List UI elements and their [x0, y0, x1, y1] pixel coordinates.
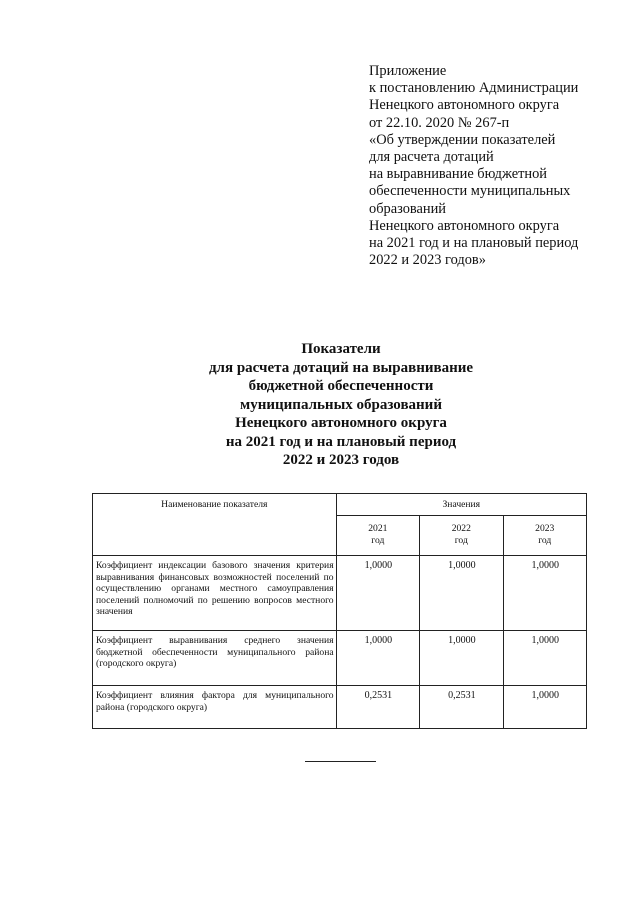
- indicator-name-cell: Коэффициент индексации базового значения критерия выравнивания финансовых возможностей поселений по осуществлению органами местного самоуправления поселений полномочий по решению вопросов местного значения: [93, 556, 337, 631]
- title-line: бюджетной обеспеченности: [248, 378, 434, 394]
- indicator-name-cell: Коэффициент влияния фактора для муниципального района (городского округа): [93, 686, 337, 729]
- indicator-name-cell: Коэффициент выравнивания среднего значения бюджетной обеспеченности муниципального района (городского округа): [93, 631, 337, 686]
- closing-divider-line: [305, 761, 376, 762]
- appendix-line: на выравнивание бюджетной: [369, 166, 547, 183]
- year-unit: год: [371, 534, 385, 546]
- value-cell: 1,0000: [420, 631, 503, 686]
- value-cell: 1,0000: [503, 556, 586, 631]
- header-name-cell: Наименование показателя: [93, 494, 337, 556]
- indicators-table: [92, 493, 587, 729]
- appendix-line: к постановлению Администрации: [369, 80, 579, 97]
- table-row: [93, 631, 587, 686]
- appendix-line: Ненецкого автономного округа: [369, 217, 560, 234]
- value-cell: 1,0000: [420, 556, 503, 631]
- title-line: Показатели: [301, 341, 381, 357]
- title-line: на 2021 год и на плановый период: [225, 433, 457, 450]
- value-cell: 1,0000: [336, 556, 419, 631]
- appendix-line: для расчета дотаций: [369, 149, 494, 166]
- header-values-cell: Значения: [336, 494, 586, 516]
- year-unit: год: [454, 534, 468, 546]
- year-label: 2022: [451, 523, 471, 535]
- value-cell: 1,0000: [503, 686, 586, 729]
- header-year-cell: [503, 516, 586, 556]
- appendix-line: образований: [369, 200, 446, 217]
- appendix-line: обеспеченности муниципальных: [369, 183, 571, 200]
- appendix-line: «Об утверждении показателей: [369, 131, 556, 148]
- appendix-line: Ненецкого автономного округа: [369, 97, 560, 114]
- table-row: [93, 556, 587, 631]
- year-label: 2023: [535, 523, 555, 535]
- year-label: 2021: [368, 523, 388, 535]
- title-line: 2022 и 2023 годов: [282, 452, 400, 468]
- title-line: муниципальных образований: [240, 396, 442, 413]
- appendix-line: Приложение: [369, 63, 447, 79]
- header-year-cell: [420, 516, 503, 556]
- appendix-block: [369, 63, 619, 269]
- header-year-cell: [336, 516, 419, 556]
- appendix-line: от 22.10. 2020 № 267-п: [369, 114, 510, 131]
- year-unit: год: [538, 534, 552, 546]
- value-cell: 0,2531: [420, 686, 503, 729]
- table-row: [93, 686, 587, 729]
- value-cell: 1,0000: [336, 631, 419, 686]
- appendix-line: 2022 и 2023 годов»: [369, 252, 486, 269]
- title-line: Ненецкого автономного округа: [235, 415, 447, 431]
- appendix-line: на 2021 год и на плановый период: [369, 235, 579, 252]
- table-header-row: [93, 494, 587, 516]
- title-line: для расчета дотаций на выравнивание: [208, 359, 474, 376]
- document-title: [0, 340, 640, 470]
- value-cell: 0,2531: [336, 686, 419, 729]
- value-cell: 1,0000: [503, 631, 586, 686]
